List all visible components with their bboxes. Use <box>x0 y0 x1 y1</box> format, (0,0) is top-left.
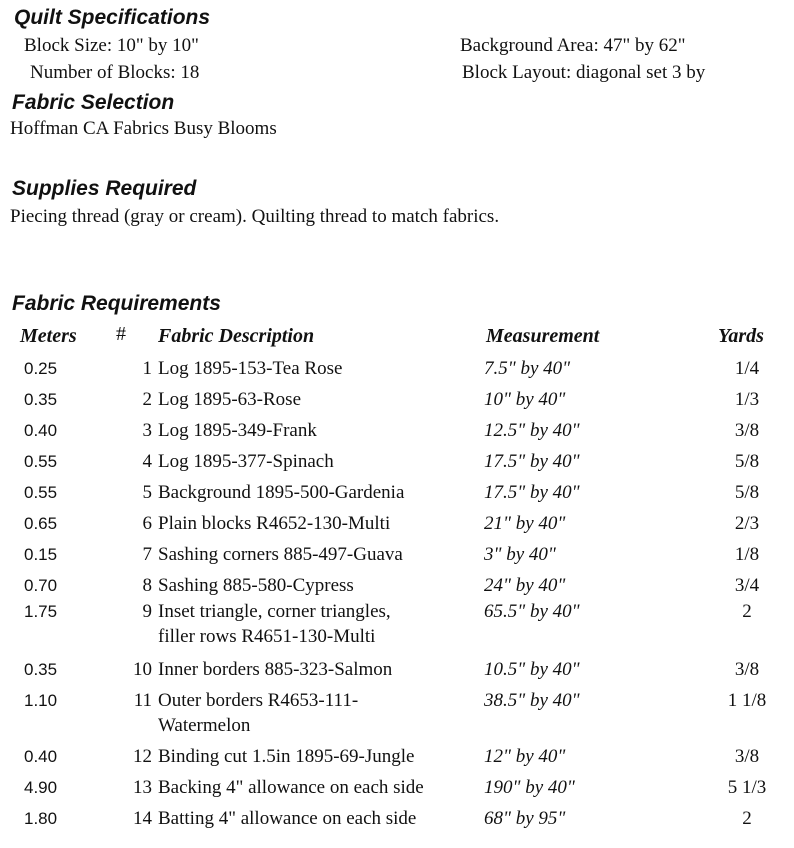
fabric-requirements-heading: Fabric Requirements <box>12 292 221 315</box>
fabric-selection-text: Hoffman CA Fabrics Busy Blooms <box>10 118 277 139</box>
description-cell: Binding cut 1.5in 1895-69-Jungle <box>158 746 415 767</box>
number-cell: 14 <box>133 808 152 829</box>
column-header-description: Fabric Description <box>158 325 315 347</box>
description-cell: Inset triangle, corner triangles, <box>158 601 391 622</box>
number-cell: 5 <box>142 482 152 503</box>
measurement-cell: 3" by 40" <box>484 544 556 565</box>
column-header-number: # <box>116 323 126 345</box>
yards-cell: 3/8 <box>734 746 760 767</box>
yards-cell: 3/8 <box>734 659 760 680</box>
description-cell: Outer borders R4653-111- <box>158 690 359 711</box>
meters-cell: 0.25 <box>24 359 58 378</box>
column-header-meters: Meters <box>20 325 77 347</box>
number-cell: 10 <box>133 659 152 680</box>
meters-cell: 0.65 <box>24 514 58 533</box>
measurement-cell: 21" by 40" <box>484 513 566 534</box>
meters-cell: 0.35 <box>24 390 58 409</box>
description-cell: Sashing 885-580-Cypress <box>158 575 354 596</box>
meters-cell: 1.10 <box>24 691 58 710</box>
description-cell: Watermelon <box>158 715 251 736</box>
description-cell: Sashing corners 885-497-Guava <box>158 544 403 565</box>
description-cell: Log 1895-63-Rose <box>158 389 302 410</box>
yards-cell: 1/8 <box>734 544 760 565</box>
block-size: Block Size: 10" by 10" <box>24 35 199 56</box>
supplies-required-text: Piecing thread (gray or cream). Quilting thread to match fabrics. <box>10 206 500 227</box>
yards-cell: 3/8 <box>734 420 760 441</box>
measurement-cell: 7.5" by 40" <box>484 358 571 379</box>
meters-cell: 0.35 <box>24 660 58 679</box>
measurement-cell: 17.5" by 40" <box>484 482 580 503</box>
measurement-cell: 12" by 40" <box>484 746 566 767</box>
yards-cell: 2/3 <box>734 513 760 534</box>
measurement-cell: 190" by 40" <box>484 777 575 798</box>
measurement-cell: 68" by 95" <box>484 808 566 829</box>
description-cell: Inner borders 885-323-Salmon <box>158 659 393 680</box>
description-cell: Batting 4" allowance on each side <box>158 808 417 829</box>
block-layout: Block Layout: diagonal set 3 by <box>462 62 706 83</box>
measurement-cell: 24" by 40" <box>484 575 566 596</box>
fabric-selection-heading: Fabric Selection <box>12 91 175 114</box>
measurement-cell: 38.5" by 40" <box>484 690 580 711</box>
background-area: Background Area: 47" by 62" <box>460 35 686 56</box>
meters-cell: 4.90 <box>24 778 58 797</box>
measurement-cell: 10.5" by 40" <box>484 659 580 680</box>
number-of-blocks: Number of Blocks: 18 <box>30 62 200 83</box>
yards-cell: 2 <box>742 601 752 622</box>
number-cell: 13 <box>133 777 152 798</box>
meters-cell: 0.55 <box>24 452 58 471</box>
number-cell: 6 <box>142 513 152 534</box>
measurement-cell: 65.5" by 40" <box>484 601 580 622</box>
number-cell: 7 <box>142 544 152 565</box>
yards-cell: 5 1/3 <box>727 777 767 798</box>
yards-cell: 1 1/8 <box>727 690 767 711</box>
description-cell: filler rows R4651-130-Multi <box>158 626 376 647</box>
description-cell: Backing 4" allowance on each side <box>158 777 424 798</box>
measurement-cell: 17.5" by 40" <box>484 451 580 472</box>
meters-cell: 0.70 <box>24 576 58 595</box>
meters-cell: 1.80 <box>24 809 58 828</box>
description-cell: Log 1895-349-Frank <box>158 420 317 441</box>
meters-cell: 0.55 <box>24 483 58 502</box>
supplies-required-heading: Supplies Required <box>12 177 197 200</box>
measurement-cell: 12.5" by 40" <box>484 420 580 441</box>
number-cell: 4 <box>142 451 152 472</box>
number-cell: 12 <box>133 746 152 767</box>
description-cell: Plain blocks R4652-130-Multi <box>158 513 391 534</box>
number-cell: 9 <box>142 601 152 622</box>
description-cell: Background 1895-500-Gardenia <box>158 482 405 503</box>
yards-cell: 5/8 <box>734 482 760 503</box>
meters-cell: 1.75 <box>24 602 58 621</box>
meters-cell: 0.40 <box>24 747 58 766</box>
yards-cell: 2 <box>742 808 752 829</box>
number-cell: 11 <box>133 690 152 711</box>
yards-cell: 3/4 <box>734 575 760 596</box>
meters-cell: 0.40 <box>24 421 58 440</box>
column-header-yards: Yards <box>718 325 764 347</box>
yards-cell: 1/3 <box>734 389 760 410</box>
yards-cell: 1/4 <box>734 358 760 379</box>
description-cell: Log 1895-153-Tea Rose <box>158 358 343 379</box>
measurement-cell: 10" by 40" <box>484 389 566 410</box>
number-cell: 1 <box>142 358 152 379</box>
number-cell: 2 <box>142 389 152 410</box>
number-cell: 3 <box>142 420 152 441</box>
column-header-measurement: Measurement <box>486 325 600 347</box>
yards-cell: 5/8 <box>734 451 760 472</box>
number-cell: 8 <box>142 575 152 596</box>
meters-cell: 0.15 <box>24 545 58 564</box>
quilt-specifications-heading: Quilt Specifications <box>14 6 211 29</box>
description-cell: Log 1895-377-Spinach <box>158 451 334 472</box>
